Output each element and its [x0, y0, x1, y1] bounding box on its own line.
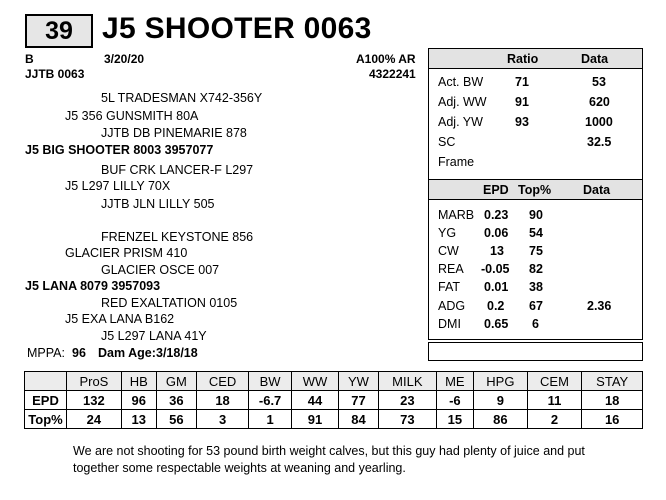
carcass-epd: -0.05 [481, 262, 510, 276]
perf-label: Act. BW [438, 75, 484, 89]
pedigree-dam-sire-sire: FRENZEL KEYSTONE 856 [101, 230, 254, 244]
epd-column-header: BW [249, 372, 292, 391]
epd-value: -6 [436, 391, 474, 410]
epd-value: 36 [156, 391, 196, 410]
epd-column-header: STAY [582, 372, 643, 391]
pedigree-dam-sire: GLACIER PRISM 410 [65, 246, 188, 260]
epd-column-header: ProS [67, 372, 122, 391]
carcass-epd-header: EPD [483, 183, 509, 197]
top-row-label: Top% [25, 410, 67, 429]
carcass-top-header: Top% [518, 183, 552, 197]
lot-number: 39 [25, 14, 93, 48]
carcass-epd: 0.23 [484, 208, 509, 222]
carcass-epd: 0.2 [487, 299, 505, 313]
epd-value: 44 [292, 391, 339, 410]
epd-value: 96 [121, 391, 156, 410]
carcass-label: YG [438, 226, 457, 240]
pedigree-dam-sire-dam: GLACIER OSCE 007 [101, 263, 220, 277]
carcass-label: REA [438, 262, 464, 276]
carcass-label: FAT [438, 280, 460, 294]
top-percent-value: 1 [249, 410, 292, 429]
top-percent-value: 13 [121, 410, 156, 429]
epd-column-header: WW [292, 372, 339, 391]
blank-box [428, 342, 643, 361]
carcass-top: 38 [529, 280, 543, 294]
epd-row-label: EPD [25, 391, 67, 410]
pedigree-dam: J5 LANA 8079 3957093 [25, 279, 161, 293]
top-percent-value: 15 [436, 410, 474, 429]
epd-header-row [25, 372, 643, 391]
pedigree-sire: J5 BIG SHOOTER 8003 3957077 [25, 143, 214, 157]
pedigree-sire-sire-sire: 5L TRADESMAN X742-356Y [101, 91, 263, 105]
epd-values-row [25, 391, 643, 410]
pedigree-dam-dam: J5 EXA LANA B162 [65, 312, 175, 326]
carcass-epd: 0.65 [484, 317, 509, 331]
carcass-top: 82 [529, 262, 543, 276]
epd-value: -6.7 [249, 391, 292, 410]
epd-value: 77 [338, 391, 378, 410]
perf-data: 32.5 [587, 135, 612, 149]
perf-label: SC [438, 135, 456, 149]
animal-name: J5 SHOOTER 0063 [102, 12, 372, 45]
data-header: Data [581, 52, 609, 66]
epd-value: 9 [474, 391, 527, 410]
pedigree-sire-sire: J5 356 GUNSMITH 80A [65, 109, 199, 123]
registration-number: 4322241 [369, 67, 416, 81]
carcass-label: MARB [438, 208, 475, 222]
carcass-epd: 0.06 [484, 226, 509, 240]
carcass-data-header: Data [583, 183, 611, 197]
mppa-value: 96 [72, 346, 86, 360]
perf-ratio: 71 [515, 75, 529, 89]
pedigree-sire-dam-dam: JJTB JLN LILLY 505 [101, 197, 215, 211]
tattoo: JJTB 0063 [25, 67, 85, 81]
carcass-top: 90 [529, 208, 543, 222]
top-percent-value: 91 [292, 410, 339, 429]
epd-table [24, 371, 643, 429]
top-percent-value: 24 [67, 410, 122, 429]
carcass-box [428, 179, 643, 340]
perf-label: Frame [438, 155, 475, 169]
epd-column-header: MILK [379, 372, 436, 391]
perf-label: Adj. WW [438, 95, 487, 109]
epd-column-header: GM [156, 372, 196, 391]
epd-value: 18 [582, 391, 643, 410]
epd-value: 132 [67, 391, 122, 410]
perf-label: Adj. YW [438, 115, 483, 129]
carcass-top: 6 [532, 317, 539, 331]
perf-data: 1000 [585, 115, 613, 129]
carcass-label: DMI [438, 317, 461, 331]
epd-column-header: YW [338, 372, 378, 391]
sex: B [25, 52, 34, 66]
top-percent-value: 3 [196, 410, 248, 429]
top-percent-value: 73 [379, 410, 436, 429]
carcass-epd: 0.01 [484, 280, 509, 294]
birth-date: 3/20/20 [104, 52, 145, 66]
epd-value: 18 [196, 391, 248, 410]
mppa-label: MPPA: [27, 346, 65, 360]
carcass-top: 54 [529, 226, 543, 240]
pedigree-dam-dam-dam: J5 L297 LANA 41Y [101, 329, 207, 343]
table-corner [25, 372, 67, 391]
carcass-top: 75 [529, 244, 543, 258]
carcass-epd: 13 [490, 244, 504, 258]
comment-text: We are not shooting for 53 pound birth weight calves, but this guy had plenty of juice and put together some respectable weights at weaning and yearling. [73, 444, 585, 475]
top-percent-value: 56 [156, 410, 196, 429]
pedigree-sire-dam: J5 L297 LILLY 70X [65, 179, 171, 193]
perf-ratio: 93 [515, 115, 529, 129]
epd-column-header: CED [196, 372, 248, 391]
carcass-label: ADG [438, 299, 466, 313]
epd-column-header: HB [121, 372, 156, 391]
carcass-top: 67 [529, 299, 543, 313]
perf-ratio: 91 [515, 95, 529, 109]
carcass-data: 2.36 [587, 299, 612, 313]
pedigree-sire-dam-sire: BUF CRK LANCER-F L297 [101, 163, 254, 177]
pedigree-dam-dam-sire: RED EXALTATION 0105 [101, 296, 238, 310]
perf-data: 53 [592, 75, 606, 89]
epd-column-header: HPG [474, 372, 527, 391]
top-percent-value: 16 [582, 410, 643, 429]
top-percent-value: 84 [338, 410, 378, 429]
epd-value: 11 [527, 391, 582, 410]
dam-age-label: Dam Age: [98, 346, 156, 360]
epd-column-header: ME [436, 372, 474, 391]
dam-age-value: 3/18/18 [156, 346, 198, 360]
perf-data: 620 [589, 95, 610, 109]
ratio-header: Ratio [507, 52, 539, 66]
top-percent-value: 86 [474, 410, 527, 429]
carcass-label: CW [438, 244, 459, 258]
top-percent-row [25, 410, 643, 429]
performance-box [428, 48, 643, 180]
epd-column-header: CEM [527, 372, 582, 391]
registration-status: A100% AR [356, 52, 416, 66]
pedigree-sire-sire-dam: JJTB DB PINEMARIE 878 [101, 126, 247, 140]
top-percent-value: 2 [527, 410, 582, 429]
epd-value: 23 [379, 391, 436, 410]
